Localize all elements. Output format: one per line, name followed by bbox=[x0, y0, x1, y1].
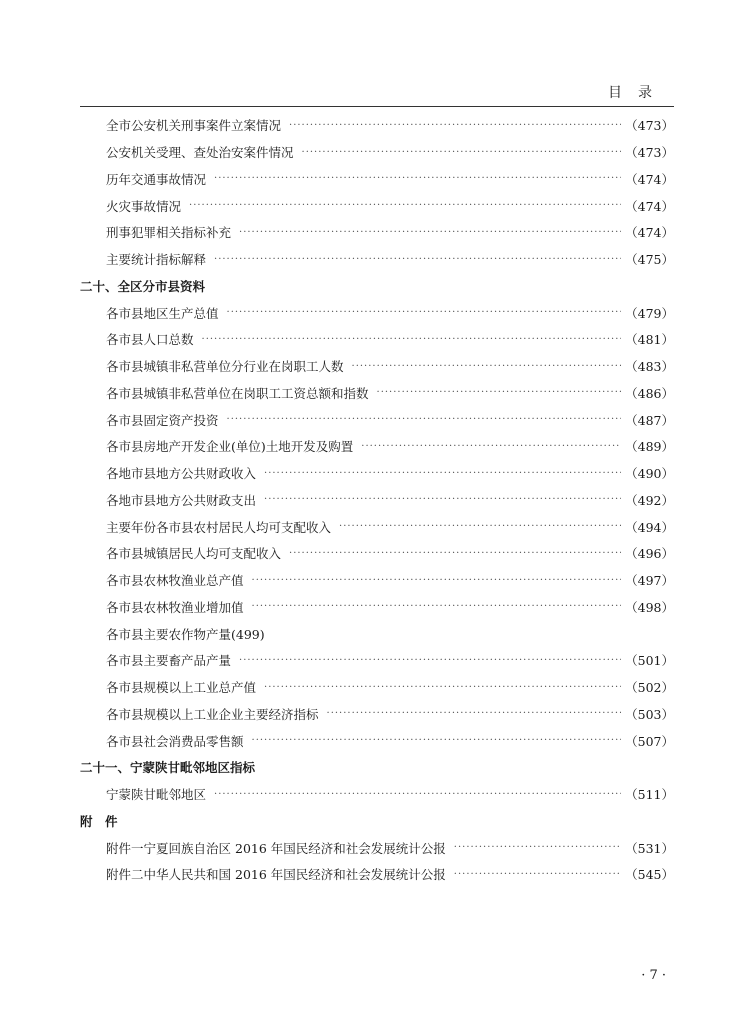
toc-entry[interactable] bbox=[80, 380, 674, 407]
toc-page-number: （473） bbox=[625, 145, 674, 161]
toc-entry-label: 各市县规模以上工业总产值 bbox=[106, 680, 257, 696]
toc-entry[interactable] bbox=[80, 781, 674, 808]
toc-entry[interactable] bbox=[80, 406, 674, 433]
toc-entry-label: 历年交通事故情况 bbox=[106, 171, 207, 187]
toc-entry-label: 各市县人口总数 bbox=[106, 332, 194, 348]
toc-entry[interactable] bbox=[80, 299, 674, 326]
toc-entry[interactable] bbox=[80, 433, 674, 460]
toc-page-number: （479） bbox=[625, 305, 674, 321]
toc-entry[interactable] bbox=[80, 567, 674, 594]
toc-entry[interactable] bbox=[80, 192, 674, 219]
toc-entry-label: 二十、全区分市县资料 bbox=[80, 278, 206, 294]
appendix-prefix: 附件一 bbox=[106, 840, 144, 856]
toc-section-heading bbox=[80, 754, 674, 781]
toc-entry-label: 各市县城镇非私营单位在岗职工工资总额和指数 bbox=[106, 385, 369, 401]
toc-entry-label: 公安机关受理、查处治安案件情况 bbox=[106, 145, 294, 161]
toc-entry[interactable] bbox=[80, 861, 674, 888]
dot-leader bbox=[302, 147, 622, 158]
dot-leader bbox=[454, 842, 621, 853]
toc-entry-label: 各市县农林牧渔业总产值 bbox=[106, 573, 244, 589]
toc-entry-label: 各市县固定资产投资 bbox=[106, 412, 219, 428]
appendix-prefix: 附件二 bbox=[106, 867, 144, 883]
toc-entry[interactable] bbox=[80, 219, 674, 246]
toc-entry-label: 宁夏回族自治区 2016 年国民经济和社会发展统计公报 bbox=[143, 840, 446, 856]
toc-entry-label: 各市县规模以上工业企业主要经济指标 bbox=[106, 706, 319, 722]
toc-entry-label: 各市县城镇居民人均可支配收入 bbox=[106, 546, 282, 562]
toc-entry-label: 各市县房地产开发企业(单位)土地开发及购置 bbox=[106, 439, 354, 455]
toc-entry[interactable] bbox=[80, 112, 674, 139]
dot-leader bbox=[289, 548, 621, 559]
toc-entry-label: 各市县主要农作物产量(499) bbox=[106, 626, 265, 642]
toc-page-number: （481） bbox=[625, 332, 674, 348]
toc-page-number: （503） bbox=[625, 706, 674, 722]
dot-leader bbox=[239, 227, 621, 238]
toc-entry[interactable] bbox=[80, 513, 674, 540]
toc-entry[interactable] bbox=[80, 620, 674, 647]
dot-leader bbox=[327, 708, 622, 719]
toc-page-number: （531） bbox=[625, 840, 674, 856]
toc-page-number: （501） bbox=[625, 653, 674, 669]
toc-entry-label: 附 件 bbox=[80, 813, 118, 829]
toc-entry[interactable] bbox=[80, 647, 674, 674]
toc-page-number: （473） bbox=[625, 118, 674, 134]
toc-page-number: （474） bbox=[625, 198, 674, 214]
toc-entry[interactable] bbox=[80, 139, 674, 166]
dot-leader bbox=[339, 521, 621, 532]
toc-page-number: （474） bbox=[625, 171, 674, 187]
page-number: · 7 · bbox=[641, 968, 666, 983]
toc-entry-label: 主要统计指标解释 bbox=[106, 252, 207, 268]
dot-leader bbox=[352, 361, 622, 372]
toc-page-number: （492） bbox=[625, 492, 674, 508]
dot-leader bbox=[239, 655, 621, 666]
toc-entry[interactable] bbox=[80, 834, 674, 861]
dot-leader bbox=[214, 254, 621, 265]
toc-entry[interactable] bbox=[80, 594, 674, 621]
dot-leader bbox=[252, 601, 622, 612]
toc-entry-label: 各市县城镇非私营单位分行业在岗职工人数 bbox=[106, 359, 344, 375]
toc-entry-label: 各市县农林牧渔业增加值 bbox=[106, 599, 244, 615]
toc-section-heading bbox=[80, 808, 674, 835]
dot-leader bbox=[289, 120, 621, 131]
toc-page-number: （498） bbox=[625, 599, 674, 615]
dot-leader bbox=[454, 869, 621, 880]
toc-entry[interactable] bbox=[80, 674, 674, 701]
table-of-contents bbox=[80, 112, 674, 888]
toc-entry-label: 中华人民共和国 2016 年国民经济和社会发展统计公报 bbox=[143, 867, 446, 883]
toc-entry-label: 各市县主要畜产品产量 bbox=[106, 653, 232, 669]
toc-entry[interactable] bbox=[80, 701, 674, 728]
toc-entry-label: 各市县社会消费品零售额 bbox=[106, 733, 244, 749]
toc-page-number: （497） bbox=[625, 573, 674, 589]
dot-leader bbox=[227, 307, 622, 318]
toc-entry[interactable] bbox=[80, 460, 674, 487]
toc-entry-label: 全市公安机关刑事案件立案情况 bbox=[106, 118, 282, 134]
toc-entry[interactable] bbox=[80, 353, 674, 380]
toc-page-number: （475） bbox=[625, 252, 674, 268]
dot-leader bbox=[214, 173, 621, 184]
running-header bbox=[80, 80, 674, 107]
toc-entry[interactable] bbox=[80, 166, 674, 193]
dot-leader bbox=[264, 468, 621, 479]
dot-leader bbox=[202, 334, 622, 345]
toc-entry[interactable] bbox=[80, 246, 674, 273]
dot-leader bbox=[227, 414, 622, 425]
toc-page-number: （496） bbox=[625, 546, 674, 562]
toc-entry-label: 各地市县地方公共财政收入 bbox=[106, 466, 257, 482]
toc-section-heading bbox=[80, 273, 674, 300]
toc-entry[interactable] bbox=[80, 326, 674, 353]
toc-entry-label: 各市县地区生产总值 bbox=[106, 305, 219, 321]
toc-page-number: （511） bbox=[625, 787, 674, 803]
toc-page-number: （502） bbox=[625, 680, 674, 696]
dot-leader bbox=[189, 200, 621, 211]
dot-leader bbox=[361, 441, 621, 452]
toc-entry-label: 刑事犯罪相关指标补充 bbox=[106, 225, 232, 241]
toc-entry[interactable] bbox=[80, 727, 674, 754]
header-title: 目录 bbox=[608, 85, 668, 101]
toc-page-number: （494） bbox=[625, 519, 674, 535]
toc-page-number: （489） bbox=[625, 439, 674, 455]
toc-entry-label: 各地市县地方公共财政支出 bbox=[106, 492, 257, 508]
dot-leader bbox=[252, 575, 622, 586]
toc-entry-label: 主要年份各市县农村居民人均可支配收入 bbox=[106, 519, 332, 535]
toc-entry-label: 宁蒙陕甘毗邻地区 bbox=[106, 787, 207, 803]
toc-page-number: （474） bbox=[625, 225, 674, 241]
toc-page-number: （487） bbox=[625, 412, 674, 428]
dot-leader bbox=[264, 494, 621, 505]
toc-page-number: （545） bbox=[625, 867, 674, 883]
dot-leader bbox=[252, 735, 622, 746]
toc-page-number: （490） bbox=[625, 466, 674, 482]
dot-leader bbox=[214, 789, 621, 800]
toc-page-number: （486） bbox=[625, 385, 674, 401]
toc-page-number: （507） bbox=[625, 733, 674, 749]
toc-entry[interactable] bbox=[80, 540, 674, 567]
toc-entry-label: 火灾事故情况 bbox=[106, 198, 182, 214]
toc-page-number: （483） bbox=[625, 359, 674, 375]
dot-leader bbox=[264, 682, 621, 693]
toc-entry[interactable] bbox=[80, 487, 674, 514]
toc-entry-label: 二十一、宁蒙陕甘毗邻地区指标 bbox=[80, 760, 256, 776]
dot-leader bbox=[377, 387, 622, 398]
